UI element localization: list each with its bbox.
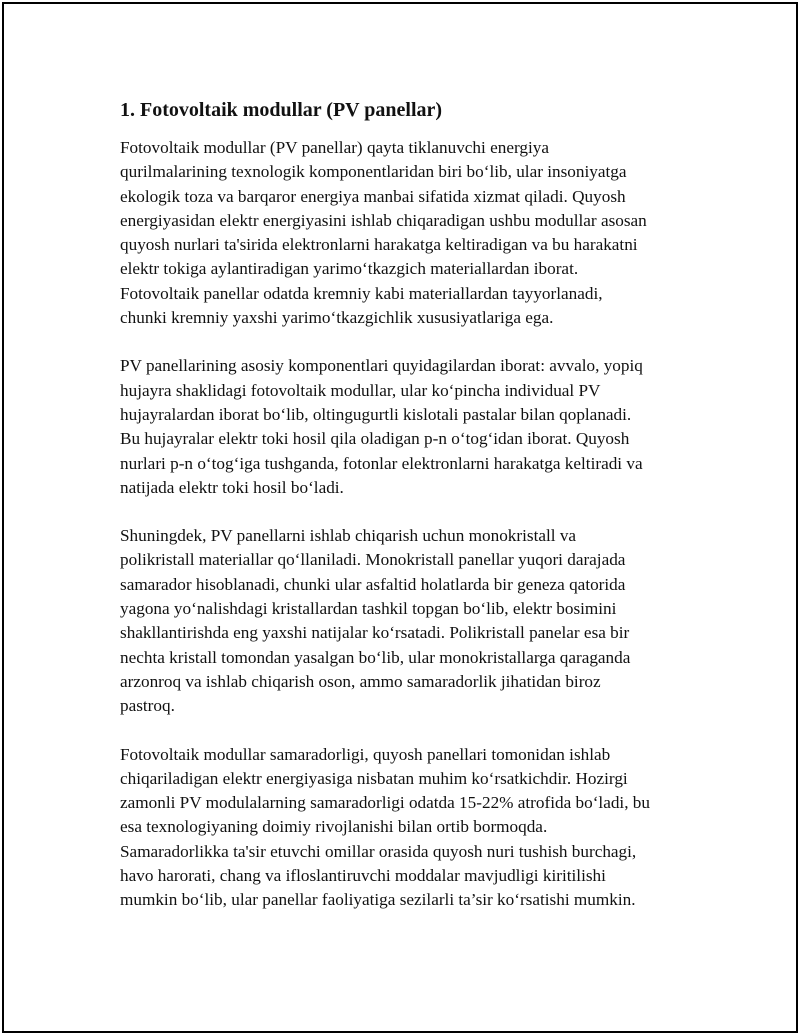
paragraph-line: Bu hujayralar elektr toki hosil qila oladigan p-n o‘tog‘idan iborat. Quyosh: [120, 429, 630, 449]
paragraph-line: nechta kristall tomondan yasalgan bo‘lib, ular monokristallarga qaraganda: [120, 647, 631, 667]
paragraph-line: ekologik toza va barqaror energiya manbai sifatida xizmat qiladi. Quyosh: [120, 186, 626, 206]
paragraph-line: Fotovoltaik modullar samaradorligi, quyosh panellari tomonidan ishlab: [120, 744, 611, 764]
paragraph-line: pastroq.: [120, 696, 175, 716]
paragraph-line: arzonroq va ishlab chiqarish oson, ammo samaradorlik jihatidan biroz: [120, 671, 601, 691]
section-heading: 1. Fotovoltaik modullar (PV panellar): [120, 99, 443, 121]
paragraph-line: natijada elektr toki hosil bo‘ladi.: [120, 477, 344, 497]
paragraph-3: [120, 524, 700, 718]
paragraph-line: qurilmalarining texnologik komponentlaridan biri bo‘lib, ular insoniyatga: [120, 162, 627, 182]
paragraph-line: quyosh nurlari ta'sirida elektronlarni harakatga keltiradigan va bu harakatni: [120, 235, 638, 255]
paragraph-line: shakllantirishda eng yaxshi natijalar ko‘rsatadi. Polikristall panelar esa bir: [120, 623, 630, 643]
document-body: [120, 96, 700, 937]
paragraph-1: [120, 136, 700, 330]
paragraph-container: [120, 136, 700, 913]
paragraph-line: esa texnologiyaning doimiy rivojlanishi bilan ortib bormoqda.: [120, 817, 548, 837]
paragraph-line: energiyasidan elektr energiyasini ishlab chiqaradigan ushbu modullar asosan: [120, 210, 647, 230]
paragraph-line: Samaradorlikka ta'sir etuvchi omillar orasida quyosh nuri tushish burchagi,: [120, 841, 637, 861]
paragraph-line: Fotovoltaik modullar (PV panellar) qayta tiklanuvchi energiya: [120, 138, 549, 157]
paragraph-line: yagona yo‘nalishdagi kristallardan tashkil topgan bo‘lib, elektr bosimini: [120, 599, 617, 619]
paragraph-line: nurlari p-n o‘tog‘iga tushganda, fotonlar elektronlarni harakatga keltiradi va: [120, 453, 643, 473]
paragraph-line: PV panellarining asosiy komponentlari quyidagilardan iborat: avvalo, yopiq: [120, 356, 643, 376]
paragraph-line: zamonli PV modulalarning samaradorligi odatda 15-22% atrofida bo‘ladi, bu: [120, 793, 650, 813]
paragraph-line: mumkin bo‘lib, ular panellar faoliyatiga sezilarli ta’sir ko‘rsatishi mumkin.: [120, 890, 636, 910]
page-border: [2, 2, 798, 1033]
paragraph-line: chiqariladigan elektr energiyasiga nisbatan muhim ko‘rsatkichdir. Hozirgi: [120, 768, 628, 788]
paragraph-4: [120, 743, 700, 913]
paragraph-line: chunki kremniy yaxshi yarimo‘tkazgichlik xususiyatlariga ega.: [120, 308, 554, 328]
paragraph-line: Fotovoltaik panellar odatda kremniy kabi materiallardan tayyorlanadi,: [120, 283, 603, 303]
paragraph-line: havo harorati, chang va ifloslantiruvchi moddalar mavjudligi kiritilishi: [120, 866, 606, 886]
paragraph-line: hujayra shaklidagi fotovoltaik modullar, ular ko‘pincha individual PV: [120, 380, 601, 400]
paragraph-line: elektr tokiga aylantiradigan yarimo‘tkazgich materiallardan iborat.: [120, 259, 579, 279]
paragraph-2: [120, 354, 700, 500]
paragraph-line: samarador hisoblanadi, chunki ular asfaltid holatlarda bir geneza qatorida: [120, 574, 626, 594]
paragraph-line: hujayralardan iborat bo‘lib, oltingugurtli kislotali pastalar bilan qoplanadi.: [120, 404, 632, 424]
paragraph-line: Shuningdek, PV panellarni ishlab chiqarish uchun monokristall va: [120, 526, 577, 546]
paragraph-line: polikristall materiallar qo‘llaniladi. Monokristall panellar yuqori darajada: [120, 550, 626, 570]
